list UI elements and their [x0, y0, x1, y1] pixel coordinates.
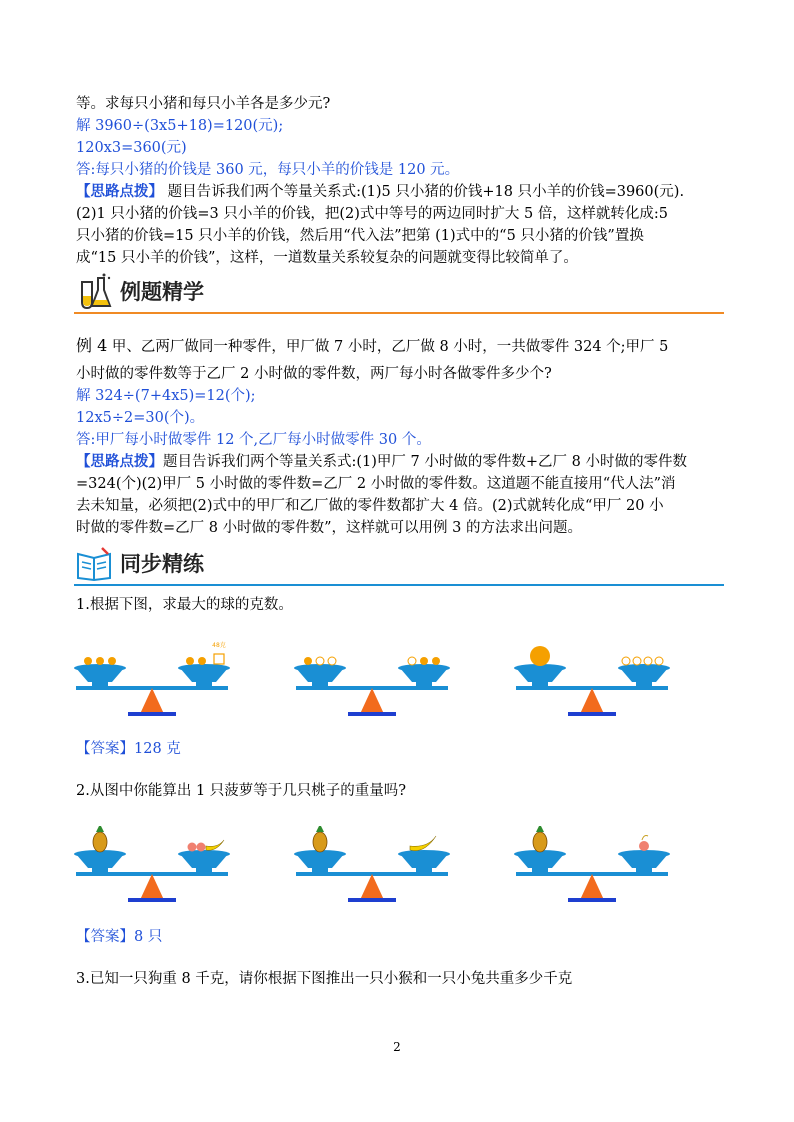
balance-scale — [292, 640, 452, 716]
balance-scale — [512, 826, 672, 902]
text-line: 等。求每只小猪和每只小羊各是多少元? — [76, 96, 331, 112]
hint-line: 成“15 只小羊的价钱”，这样，一道数量关系较复杂的问题就变得比较简单了。 — [76, 250, 578, 266]
section-title: 例题精学 — [120, 280, 204, 304]
balance-scale — [72, 826, 232, 902]
hint-line: (2)1 只小猪的价钱=3 只小羊的价钱，把(2)式中等号的两边同时扩大 5 倍，这样就转化成:5 — [76, 206, 668, 222]
ball — [420, 657, 428, 665]
hint-line: 【思路点拨】 题目告诉我们两个等量关系式:(1)5 只小猪的价钱+18 只小羊的价钱=3960(元). — [76, 183, 685, 200]
answer-line: 答:甲厂每小时做零件 12 个,乙厂每小时做零件 30 个。 — [76, 432, 431, 448]
pineapple-icon — [93, 826, 107, 852]
book-icon — [74, 546, 114, 582]
section-rule — [74, 312, 724, 314]
ball — [633, 657, 641, 665]
solution-line: 解 3960÷(3x5+18)=120(元); — [76, 118, 284, 134]
answer-line: 答:每只小猪的价钱是 360 元，每只小羊的价钱是 120 元。 — [76, 162, 460, 178]
ball — [316, 657, 324, 665]
ball — [408, 657, 416, 665]
hint-line: 去未知量，必须把(2)式中的甲厂和乙厂做的零件数都扩大 4 倍。(2)式就转化成“甲厂 20 小 — [76, 498, 664, 514]
hint-line: 【思路点拨】题目告诉我们两个等量关系式:(1)甲厂 7 小时做的零件数+乙厂 8 小时做的零件数 — [76, 453, 687, 470]
page-number: 2 — [393, 1040, 401, 1054]
ball — [84, 657, 92, 665]
solution-line: 120x3=360(元) — [76, 140, 187, 156]
ball — [655, 657, 663, 665]
solution-line: 12x5÷2=30(个)。 — [76, 410, 205, 426]
example-line: 例 4 甲、乙两厂做同一种零件，甲厂做 7 小时，乙厂做 8 小时，一共做零件 324 个;甲厂 5 — [76, 336, 669, 355]
balance-scale — [292, 826, 452, 902]
balance-scale — [512, 640, 672, 716]
section-rule — [74, 584, 724, 586]
ball — [644, 657, 652, 665]
weight-label: 48克 — [212, 642, 226, 649]
section-title: 同步精练 — [120, 552, 204, 576]
answer-2: 【答案】8 只 — [76, 929, 163, 945]
hint-line: 只小猪的价钱=15 只小羊的价钱，然后用“代入法”把第 (1)式中的“5 只小猪的价钱”置换 — [76, 228, 644, 244]
ball — [432, 657, 440, 665]
pineapple-icon — [533, 826, 547, 852]
banana-icon — [206, 840, 224, 850]
hint-line: =324(个)(2)甲厂 5 小时做的零件数=乙厂 2 小时做的零件数。这道题不能直接用“代人法”消 — [76, 476, 676, 492]
ball — [186, 657, 194, 665]
ball — [304, 657, 312, 665]
ball — [328, 657, 336, 665]
solution-line: 解 324÷(7+4x5)=12(个); — [76, 388, 256, 404]
balance-scale — [72, 640, 232, 716]
question-1: 1.根据下图，求最大的球的克数。 — [76, 597, 293, 613]
peach-icon — [188, 843, 206, 852]
ball — [96, 657, 104, 665]
big-ball — [530, 646, 550, 666]
hint-label: 【思路点拨】 — [76, 453, 163, 470]
section-header-practice — [74, 542, 724, 586]
example-line: 小时做的零件数等于乙厂 2 小时做的零件数，两厂每小时各做零件多少个? — [76, 366, 552, 382]
ball — [108, 657, 116, 665]
pineapple-icon — [313, 826, 327, 852]
flask-icon — [74, 272, 114, 312]
section-header-examples — [74, 270, 724, 314]
peach-icon — [639, 836, 649, 852]
question-3: 3.已知一只狗重 8 千克，请你根据下图推出一只小猴和一只小兔共重多少千克 — [76, 971, 573, 987]
banana-icon — [410, 836, 436, 851]
hint-label: 【思路点拨】 — [76, 183, 163, 200]
example-label: 例 4 — [76, 336, 108, 355]
answer-1: 【答案】128 克 — [76, 741, 181, 757]
ball — [622, 657, 630, 665]
ball — [198, 657, 206, 665]
question-2: 2.从图中你能算出 1 只菠萝等于几只桃子的重量吗? — [76, 783, 407, 799]
weight-block — [214, 654, 224, 664]
hint-line: 时做的零件数=乙厂 8 小时做的零件数”，这样就可以用例 3 的方法求出问题。 — [76, 520, 582, 536]
